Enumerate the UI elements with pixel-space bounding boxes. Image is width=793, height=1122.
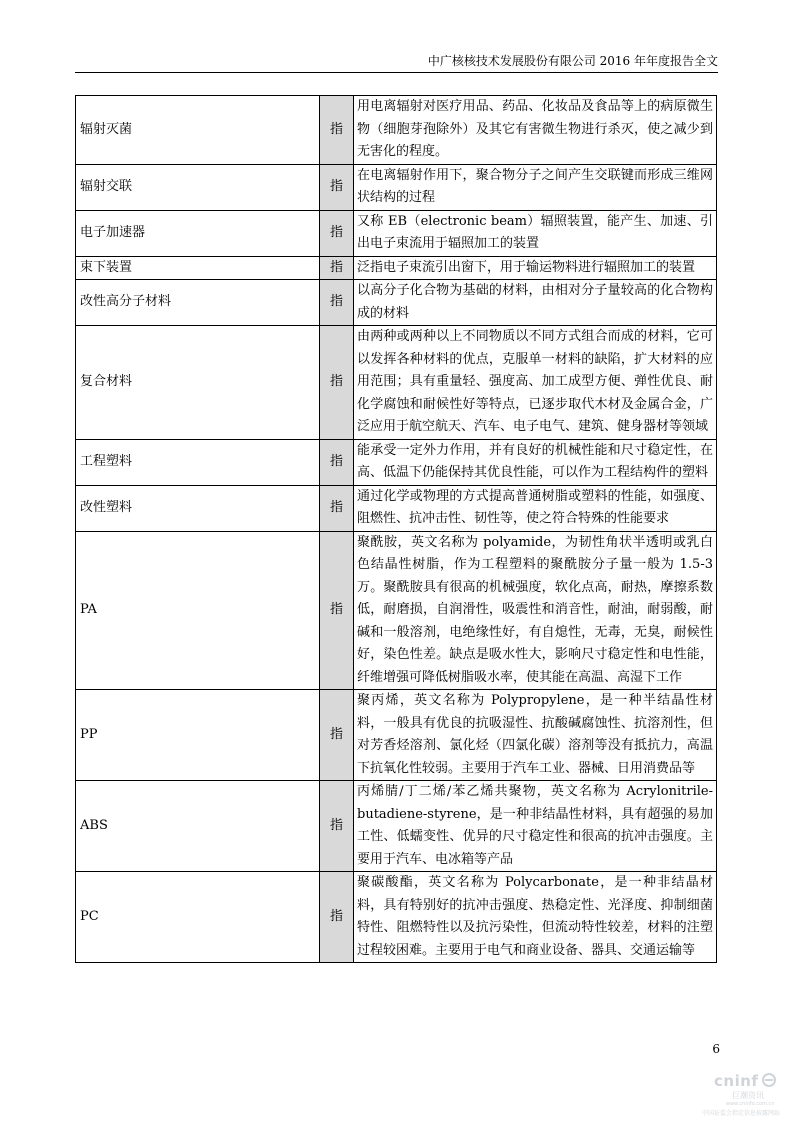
glossary-definition: 又称 EB（electronic beam）辐照装置，能产生、加速、引出电子束流用于辐照加工的装置 (354, 210, 717, 256)
glossary-marker: 指 (320, 690, 354, 781)
glossary-term: 改性高分子材料 (76, 280, 320, 326)
glossary-row (76, 96, 717, 165)
glossary-term: 辐射灭菌 (76, 96, 320, 165)
glossary-marker: 指 (320, 96, 354, 165)
glossary-row (76, 531, 717, 690)
cninfo-logo-icon (762, 1073, 776, 1087)
watermark-brand-cn: 巨潮资讯 (732, 1091, 764, 1100)
glossary-row (76, 210, 717, 256)
glossary-marker: 指 (320, 439, 354, 485)
glossary-term: 改性塑料 (76, 485, 320, 531)
glossary-row (76, 256, 717, 280)
glossary-marker: 指 (320, 280, 354, 326)
glossary-definition: 泛指电子束流引出窗下，用于输运物料进行辐照加工的装置 (354, 256, 717, 280)
watermark-url: www.cninfo.com.cn (726, 1101, 775, 1107)
glossary-marker: 指 (320, 256, 354, 280)
glossary-definition: 能承受一定外力作用，并有良好的机械性能和尺寸稳定性，在高、低温下仍能保持其优良性能，可以作为工程结构件的塑料 (354, 439, 717, 485)
glossary-definition: 聚碳酸酯，英文名称为 Polycarbonate，是一种非结晶材料，具有特别好的抗冲击强度、热稳定性、光泽度、抑制细菌特性、阻燃特性以及抗污染性，但流动特性较差，材料的注塑过程较困难。主要用于电气和商业设备、器具、交通运输等 (354, 872, 717, 963)
header-divider (75, 72, 718, 73)
glossary-row (76, 872, 717, 963)
glossary-term: 工程塑料 (76, 439, 320, 485)
glossary-definition: 在电离辐射作用下，聚合物分子之间产生交联键而形成三维网状结构的过程 (354, 164, 717, 210)
glossary-marker: 指 (320, 531, 354, 690)
glossary-term: PP (76, 690, 320, 781)
page-number: 6 (712, 1042, 720, 1056)
glossary-definition: 聚丙烯，英文名称为 Polypropylene，是一种半结晶性材料，一般具有优良的抗吸湿性、抗酸碱腐蚀性、抗溶剂性，但对芳香烃溶剂、氯化烃（四氯化碳）溶剂等没有抵抗力，高温下抗氧化性较弱。主要用于汽车工业、器械、日用消费品等 (354, 690, 717, 781)
glossary-term: PC (76, 872, 320, 963)
glossary-marker: 指 (320, 164, 354, 210)
glossary-row (76, 280, 717, 326)
glossary-definition: 丙烯腈/丁二烯/苯乙烯共聚物，英文名称为 Acrylonitrile-butadiene-styrene，是一种非结晶性材料，具有超强的易加工性、低蠕变性、优异的尺寸稳定性和很高的抗冲击强度。主要用于汽车、电冰箱等产品 (354, 781, 717, 872)
report-header: 中广核核技术发展股份有限公司 2016 年年度报告全文 (427, 54, 718, 68)
cninfo-watermark (700, 1072, 790, 1122)
glossary-term: ABS (76, 781, 320, 872)
glossary-row (76, 485, 717, 531)
watermark-brand: cninf (714, 1072, 759, 1090)
glossary-row (76, 164, 717, 210)
glossary-definition: 用电离辐射对医疗用品、药品、化妆品及食品等上的病原微生物（细胞芽孢除外）及其它有害微生物进行杀灭，使之减少到无害化的程度。 (354, 96, 717, 165)
glossary-table (75, 95, 717, 963)
glossary-marker: 指 (320, 781, 354, 872)
glossary-definition: 由两种或两种以上不同物质以不同方式组合而成的材料，它可以发挥各种材料的优点，克服单一材料的缺陷，扩大材料的应用范围；具有重量轻、强度高、加工成型方便、弹性优良、耐化学腐蚀和耐候性好等特点，已逐步取代木材及金属合金，广泛应用于航空航天、汽车、电子电气、建筑、健身器材等领域 (354, 326, 717, 440)
glossary-row (76, 690, 717, 781)
glossary-row (76, 781, 717, 872)
glossary-definition: 通过化学或物理的方式提高普通树脂或塑料的性能，如强度、阻燃性、抗冲击性、韧性等，使之符合特殊的性能要求 (354, 485, 717, 531)
glossary-term: 辐射交联 (76, 164, 320, 210)
glossary-marker: 指 (320, 326, 354, 440)
glossary-row (76, 439, 717, 485)
glossary-term: PA (76, 531, 320, 690)
glossary-term: 复合材料 (76, 326, 320, 440)
glossary-definition: 以高分子化合物为基础的材料，由相对分子量较高的化合物构成的材料 (354, 280, 717, 326)
glossary-row (76, 326, 717, 440)
watermark-desc: 中国证监会指定信息披露网站 (702, 1110, 781, 1117)
glossary-definition: 聚酰胺，英文名称为 polyamide，为韧性角状半透明或乳白色结晶性树脂，作为工程塑料的聚酰胺分子量一般为 1.5-3 万。聚酰胺具有很高的机械强度，软化点高，耐热，摩擦系数低，耐磨损，自润滑性，吸震性和消音性，耐油，耐弱酸，耐碱和一般溶剂，电绝缘性好，有自熄性，无毒，无臭，耐候性好，染色性差。缺点是吸水性大，影响尺寸稳定性和电性能，纤维增强可降低树脂吸水率，使其能在高温、高湿下工作 (354, 531, 717, 690)
glossary-term: 束下装置 (76, 256, 320, 280)
glossary-marker: 指 (320, 485, 354, 531)
glossary-term: 电子加速器 (76, 210, 320, 256)
glossary-marker: 指 (320, 872, 354, 963)
glossary-marker: 指 (320, 210, 354, 256)
